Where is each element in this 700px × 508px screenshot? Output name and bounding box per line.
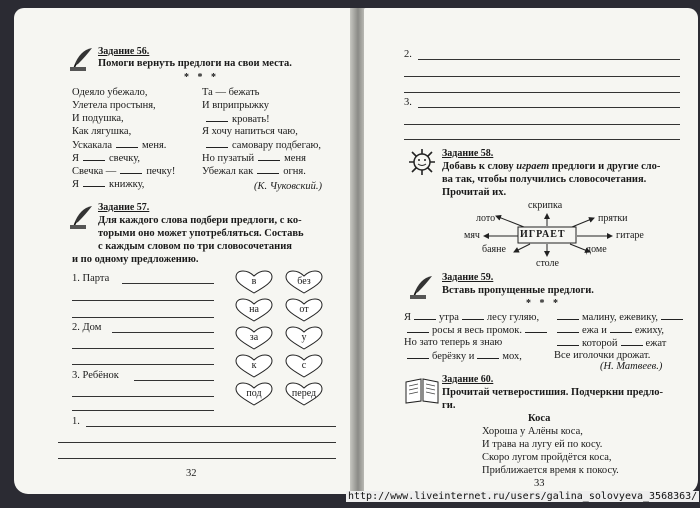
poem-text: ежа и	[582, 325, 607, 336]
heart-shape[interactable]	[284, 298, 324, 322]
poem-line: И трава на лугу ей по косу.	[482, 439, 603, 450]
poem-text: Убежал как	[202, 166, 254, 177]
poem-text: Я	[72, 179, 80, 190]
poem-text: берёзку и	[432, 351, 475, 362]
poem-text: меня	[284, 153, 306, 164]
poem-line	[404, 323, 550, 337]
poem-line	[202, 125, 298, 138]
heart-shape[interactable]	[284, 270, 324, 294]
poem-text: книжку,	[109, 179, 145, 190]
answer-line[interactable]	[72, 300, 214, 301]
poem-text: лесу гуляю,	[486, 312, 540, 323]
blank-slot[interactable]	[557, 336, 579, 346]
poem-text: Я	[404, 312, 412, 323]
poem-text: Улетела простыня,	[72, 100, 156, 111]
word-parta: 1. Парта	[72, 273, 110, 284]
heart-shape[interactable]	[234, 298, 274, 322]
poem-line: Хороша у Алёны коса,	[482, 426, 583, 437]
poem-line	[554, 310, 686, 324]
task-57-title: Задание 57.	[98, 202, 150, 213]
poem-line	[72, 112, 124, 125]
task-59-instruction: Вставь пропущенные предлоги.	[442, 285, 594, 296]
poem-line	[202, 86, 259, 99]
blank-slot[interactable]	[83, 151, 105, 161]
answer-line[interactable]	[72, 348, 214, 349]
poem-text: Одеяло убежало,	[72, 87, 148, 98]
blank-slot[interactable]	[414, 310, 436, 320]
heart-preposition: перед	[291, 388, 317, 399]
word-rebenok: 3. Ребёнок	[72, 370, 119, 381]
answer-line[interactable]	[404, 92, 680, 93]
sentence-label: 1.	[72, 416, 80, 427]
blank-slot[interactable]	[462, 310, 484, 320]
heart-preposition: к	[251, 360, 257, 371]
task-58-instruction-3: Прочитай их.	[442, 187, 507, 198]
word-stole: столе	[536, 258, 559, 269]
heart-shape[interactable]	[234, 354, 274, 378]
blank-slot[interactable]	[258, 151, 280, 161]
heart-shape[interactable]	[284, 326, 324, 350]
poem-text: Я	[72, 153, 80, 164]
poem-line	[202, 151, 306, 165]
poem-line	[72, 99, 156, 112]
poem-line	[202, 112, 270, 126]
answer-line[interactable]	[86, 426, 336, 427]
heart-preposition: за	[249, 332, 259, 343]
center-word: ИГРАЕТ	[520, 229, 566, 240]
quill-icon	[410, 274, 434, 305]
poem-text: Все иголочки дрожат.	[554, 350, 651, 361]
answer-line[interactable]	[72, 317, 214, 318]
poem-text: Я хочу напиться чаю,	[202, 126, 298, 137]
left-page	[14, 8, 352, 494]
task-59-title: Задание 59.	[442, 272, 494, 283]
line-label-3: 3.	[404, 97, 412, 108]
poem-text: росы я весь промок.	[432, 325, 522, 336]
heart-preposition: с	[301, 360, 307, 371]
word-bayane: баяне	[482, 244, 506, 255]
heart-preposition: в	[251, 276, 257, 287]
word-myach: мяч	[464, 230, 480, 241]
task-56-title: Задание 56.	[98, 46, 150, 57]
blank-slot[interactable]	[557, 310, 579, 320]
poem-text: ежат	[645, 338, 667, 349]
poem-text: которой	[582, 338, 618, 349]
poem-line	[202, 138, 321, 152]
answer-line[interactable]	[418, 107, 680, 108]
blank-slot[interactable]	[257, 164, 279, 174]
blank-slot[interactable]	[610, 323, 632, 333]
task-58-title: Задание 58.	[442, 148, 494, 159]
heart-shape[interactable]	[284, 354, 324, 378]
task-57-instruction-4: и по одному предложению.	[72, 254, 199, 265]
poem-line	[72, 125, 131, 138]
poem-text: огня.	[283, 166, 306, 177]
answer-line[interactable]	[404, 124, 680, 125]
blank-slot[interactable]	[621, 336, 643, 346]
task-56-instruction: Помоги вернуть предлоги на свои места.	[98, 58, 292, 69]
poem-line	[554, 323, 664, 337]
book-icon	[404, 376, 440, 409]
blank-slot[interactable]	[206, 112, 228, 122]
answer-line[interactable]	[404, 76, 680, 77]
poem-text: малину, ежевику,	[582, 312, 659, 323]
poem-line	[72, 177, 144, 191]
poem-text: И вприпрыжку	[202, 100, 270, 111]
poem-line	[72, 151, 140, 165]
poem-text: Но пузатый	[202, 153, 255, 164]
word-dome: доме	[586, 244, 607, 255]
answer-line[interactable]	[58, 458, 336, 459]
heart-shape[interactable]	[234, 326, 274, 350]
poem-text: Свечка —	[72, 166, 117, 177]
poem-line	[404, 349, 522, 363]
answer-line[interactable]	[418, 59, 680, 60]
poem-text: Как лягушка,	[72, 126, 132, 137]
poem-line	[202, 99, 269, 112]
heart-preposition: от	[299, 304, 309, 315]
answer-line[interactable]	[112, 332, 214, 333]
sun-icon	[408, 148, 436, 181]
answer-line[interactable]	[72, 410, 214, 411]
poem-author: (Н. Матвеев.)	[600, 361, 663, 372]
poem-line: Приближается время к покосу.	[482, 465, 619, 476]
blank-slot[interactable]	[557, 323, 579, 333]
answer-line[interactable]	[122, 283, 214, 284]
heart-shape[interactable]	[234, 270, 274, 294]
task-60-instruction-2: ги.	[442, 400, 456, 411]
heart-shape[interactable]	[234, 382, 274, 406]
task-60-title: Задание 60.	[442, 374, 494, 385]
task-58-instruction-1: Добавь к слову играет предлоги и другие сло-	[442, 161, 661, 172]
poem-line: Скоро лугом пройдётся коса,	[482, 452, 612, 463]
blank-slot[interactable]	[661, 310, 683, 320]
word-skripka: скрипка	[528, 200, 563, 211]
answer-line[interactable]	[72, 364, 214, 365]
poem-text: самовару подбегаю,	[232, 140, 322, 151]
poem-text: кровать!	[232, 114, 270, 125]
stars-divider: * * *	[526, 298, 561, 309]
blank-slot[interactable]	[120, 164, 142, 174]
poem-line	[202, 164, 306, 178]
answer-line[interactable]	[404, 139, 680, 140]
task-57-instruction-3: с каждым словом по три словосочетания	[98, 241, 292, 252]
task-60-instruction-1: Прочитай четверостишия. Подчеркни предло-	[442, 387, 664, 398]
blank-slot[interactable]	[83, 177, 105, 187]
blank-slot[interactable]	[407, 349, 429, 359]
heart-preposition: без	[297, 276, 311, 287]
poem-title: Коса	[528, 413, 551, 424]
poem-text: Ускакала	[72, 140, 113, 151]
heart-preposition: на	[249, 304, 259, 315]
page-number: 33	[534, 478, 545, 489]
heart-shape[interactable]	[284, 382, 324, 406]
poem-text: Но зато теперь я знаю	[404, 337, 503, 348]
poem-author: (К. Чуковский.)	[254, 181, 322, 192]
poem-text: И подушка,	[72, 113, 124, 124]
answer-line[interactable]	[134, 380, 214, 381]
blank-slot[interactable]	[116, 138, 138, 148]
quill-icon	[70, 46, 94, 77]
word-loto: лото	[476, 213, 496, 224]
poem-text: Та — бежать	[202, 87, 260, 98]
answer-line[interactable]	[72, 396, 214, 397]
poem-line	[554, 336, 666, 350]
book-spread	[14, 8, 698, 502]
poem-line	[72, 164, 175, 178]
task-58-instruction-2: ва так, чтобы получились словосочетания.	[442, 174, 647, 185]
quill-icon	[70, 204, 94, 235]
blank-slot[interactable]	[477, 349, 499, 359]
blank-slot[interactable]	[407, 323, 429, 333]
word-gitare: гитаре	[616, 230, 644, 241]
answer-line[interactable]	[58, 442, 336, 443]
poem-text: ежиху,	[634, 325, 665, 336]
heart-preposition: у	[301, 332, 307, 343]
stars-divider: * * *	[184, 72, 219, 83]
heart-preposition: под	[246, 388, 262, 399]
poem-line	[404, 336, 502, 349]
task-57-instruction-1: Для каждого слова подбери предлоги, с ко-	[98, 215, 302, 226]
poem-text: утра	[439, 312, 459, 323]
blank-slot[interactable]	[206, 138, 228, 148]
line-label-2: 2.	[404, 49, 412, 60]
page-number: 32	[186, 468, 197, 479]
poem-text: меня.	[142, 140, 167, 151]
poem-text: печку!	[146, 166, 176, 177]
word-pryatki: прятки	[598, 213, 628, 224]
poem-text: мох,	[502, 351, 522, 362]
poem-line	[72, 86, 148, 99]
source-url-watermark[interactable]: http://www.liveinternet.ru/users/galina_solovyeva_3568363/	[348, 491, 698, 502]
poem-text: свечку,	[109, 153, 141, 164]
poem-line	[404, 310, 539, 324]
right-page	[364, 8, 698, 494]
word-dom: 2. Дом	[72, 322, 102, 333]
poem-line	[72, 138, 166, 152]
task-57-instruction-2: торыми оно может употребляться. Составь	[98, 228, 304, 239]
blank-slot[interactable]	[525, 323, 547, 333]
